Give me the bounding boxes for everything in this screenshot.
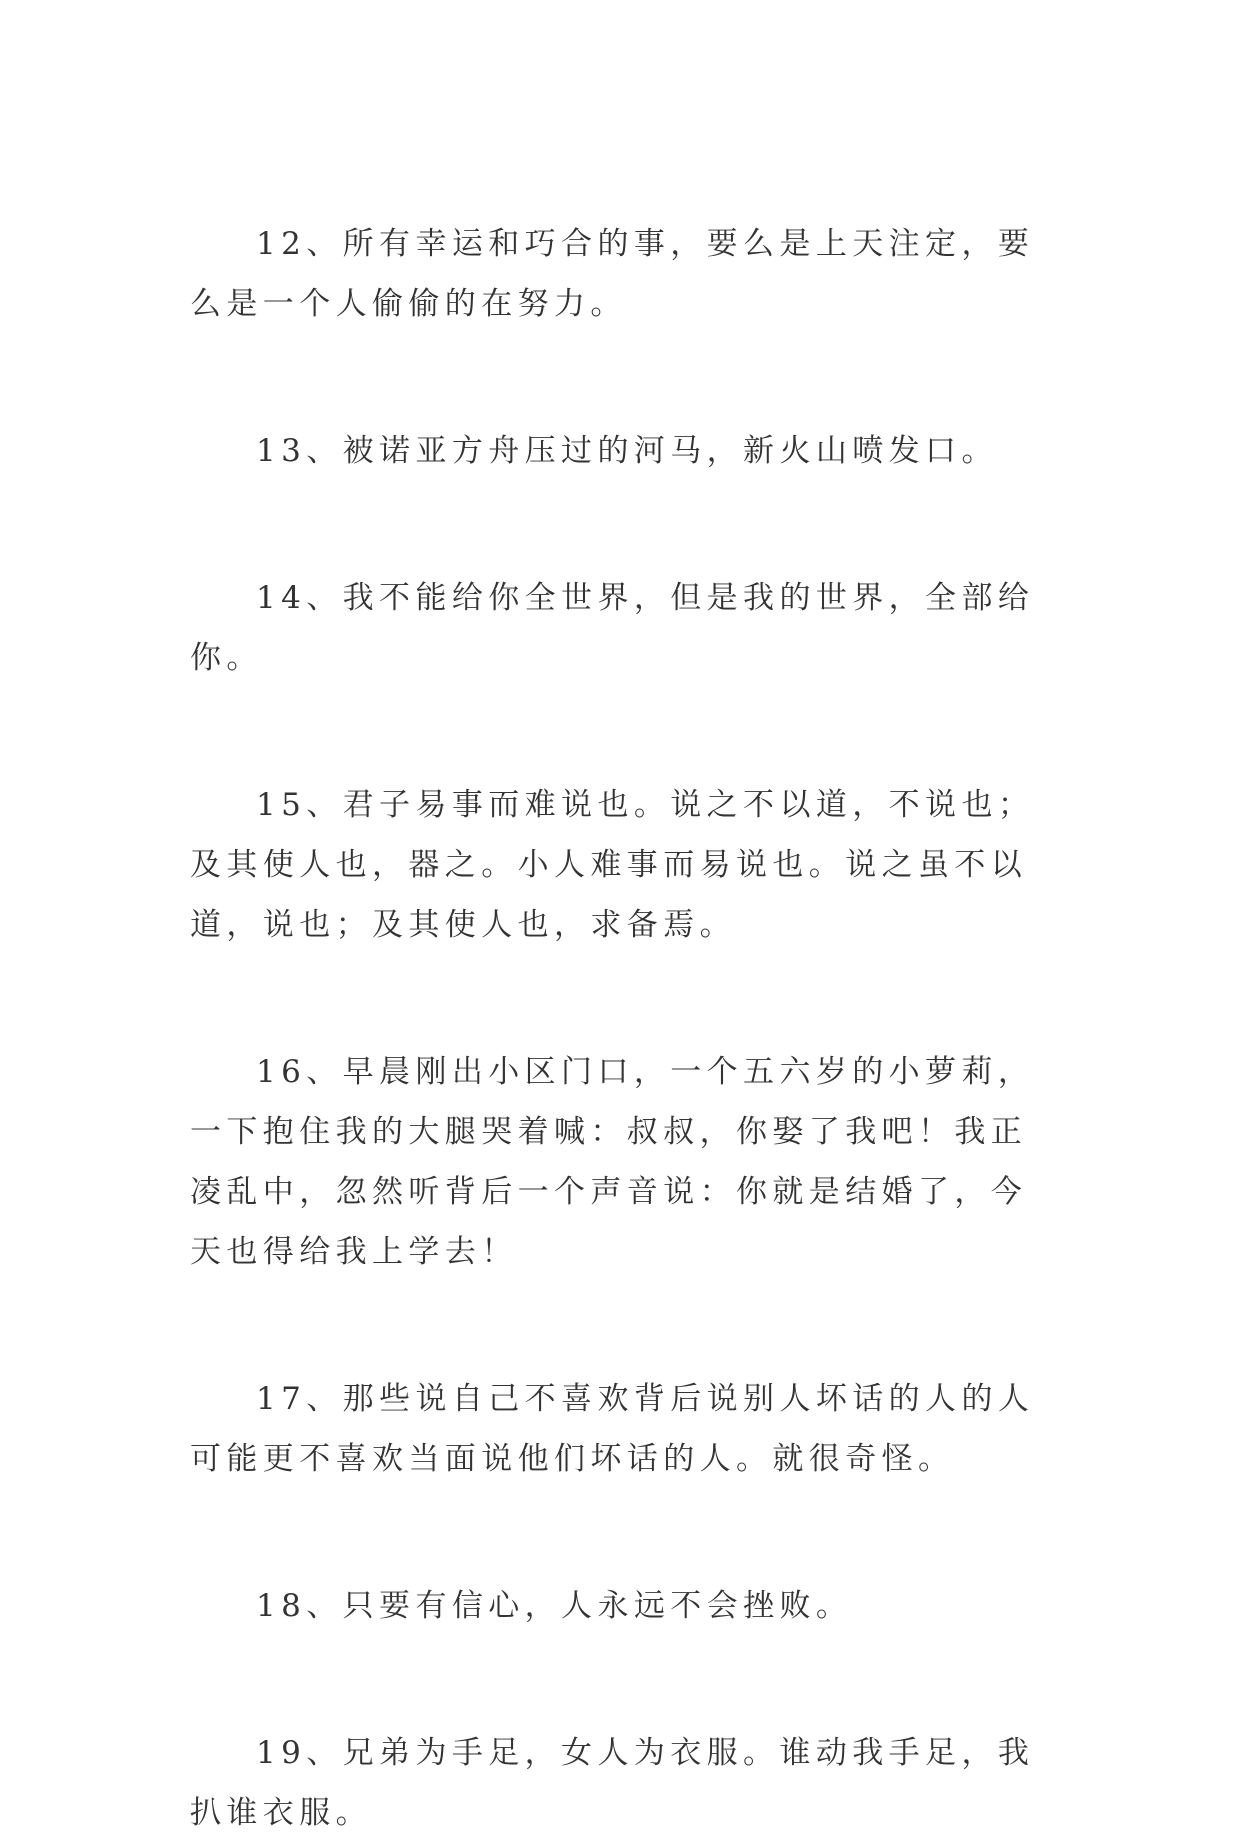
paragraph-18: 18、只要有信心，人永远不会挫败。 [256, 1588, 853, 1624]
paragraph-17: 17、那些说自己不喜欢背后说别人坏话的人的人可能更不喜欢当面说他们坏话的人。就很奇怪。 [190, 1381, 1035, 1477]
document-body [190, 214, 1050, 1843]
paragraph-13: 13、被诺亚方舟压过的河马，新火山喷发口。 [256, 433, 998, 469]
paragraph-15: 15、君子易事而难说也。说之不以道，不说也；及其使人也，器之。小人难事而易说也。说之虽不以道，说也；及其使人也，求备焉。 [190, 787, 1035, 943]
paragraph-12: 12、所有幸运和巧合的事，要么是上天注定，要么是一个人偷偷的在努力。 [190, 226, 1035, 322]
paragraph-19: 19、兄弟为手足，女人为衣服。谁动我手足，我扒谁衣服。 [190, 1735, 1035, 1831]
paragraph-16: 16、早晨刚出小区门口，一个五六岁的小萝莉，一下抱住我的大腿哭着喊：叔叔，你娶了我吧！我正凌乱中，忽然听背后一个声音说：你就是结婚了，今天也得给我上学去！ [190, 1054, 1035, 1270]
paragraph-14: 14、我不能给你全世界，但是我的世界，全部给你。 [190, 580, 1035, 676]
